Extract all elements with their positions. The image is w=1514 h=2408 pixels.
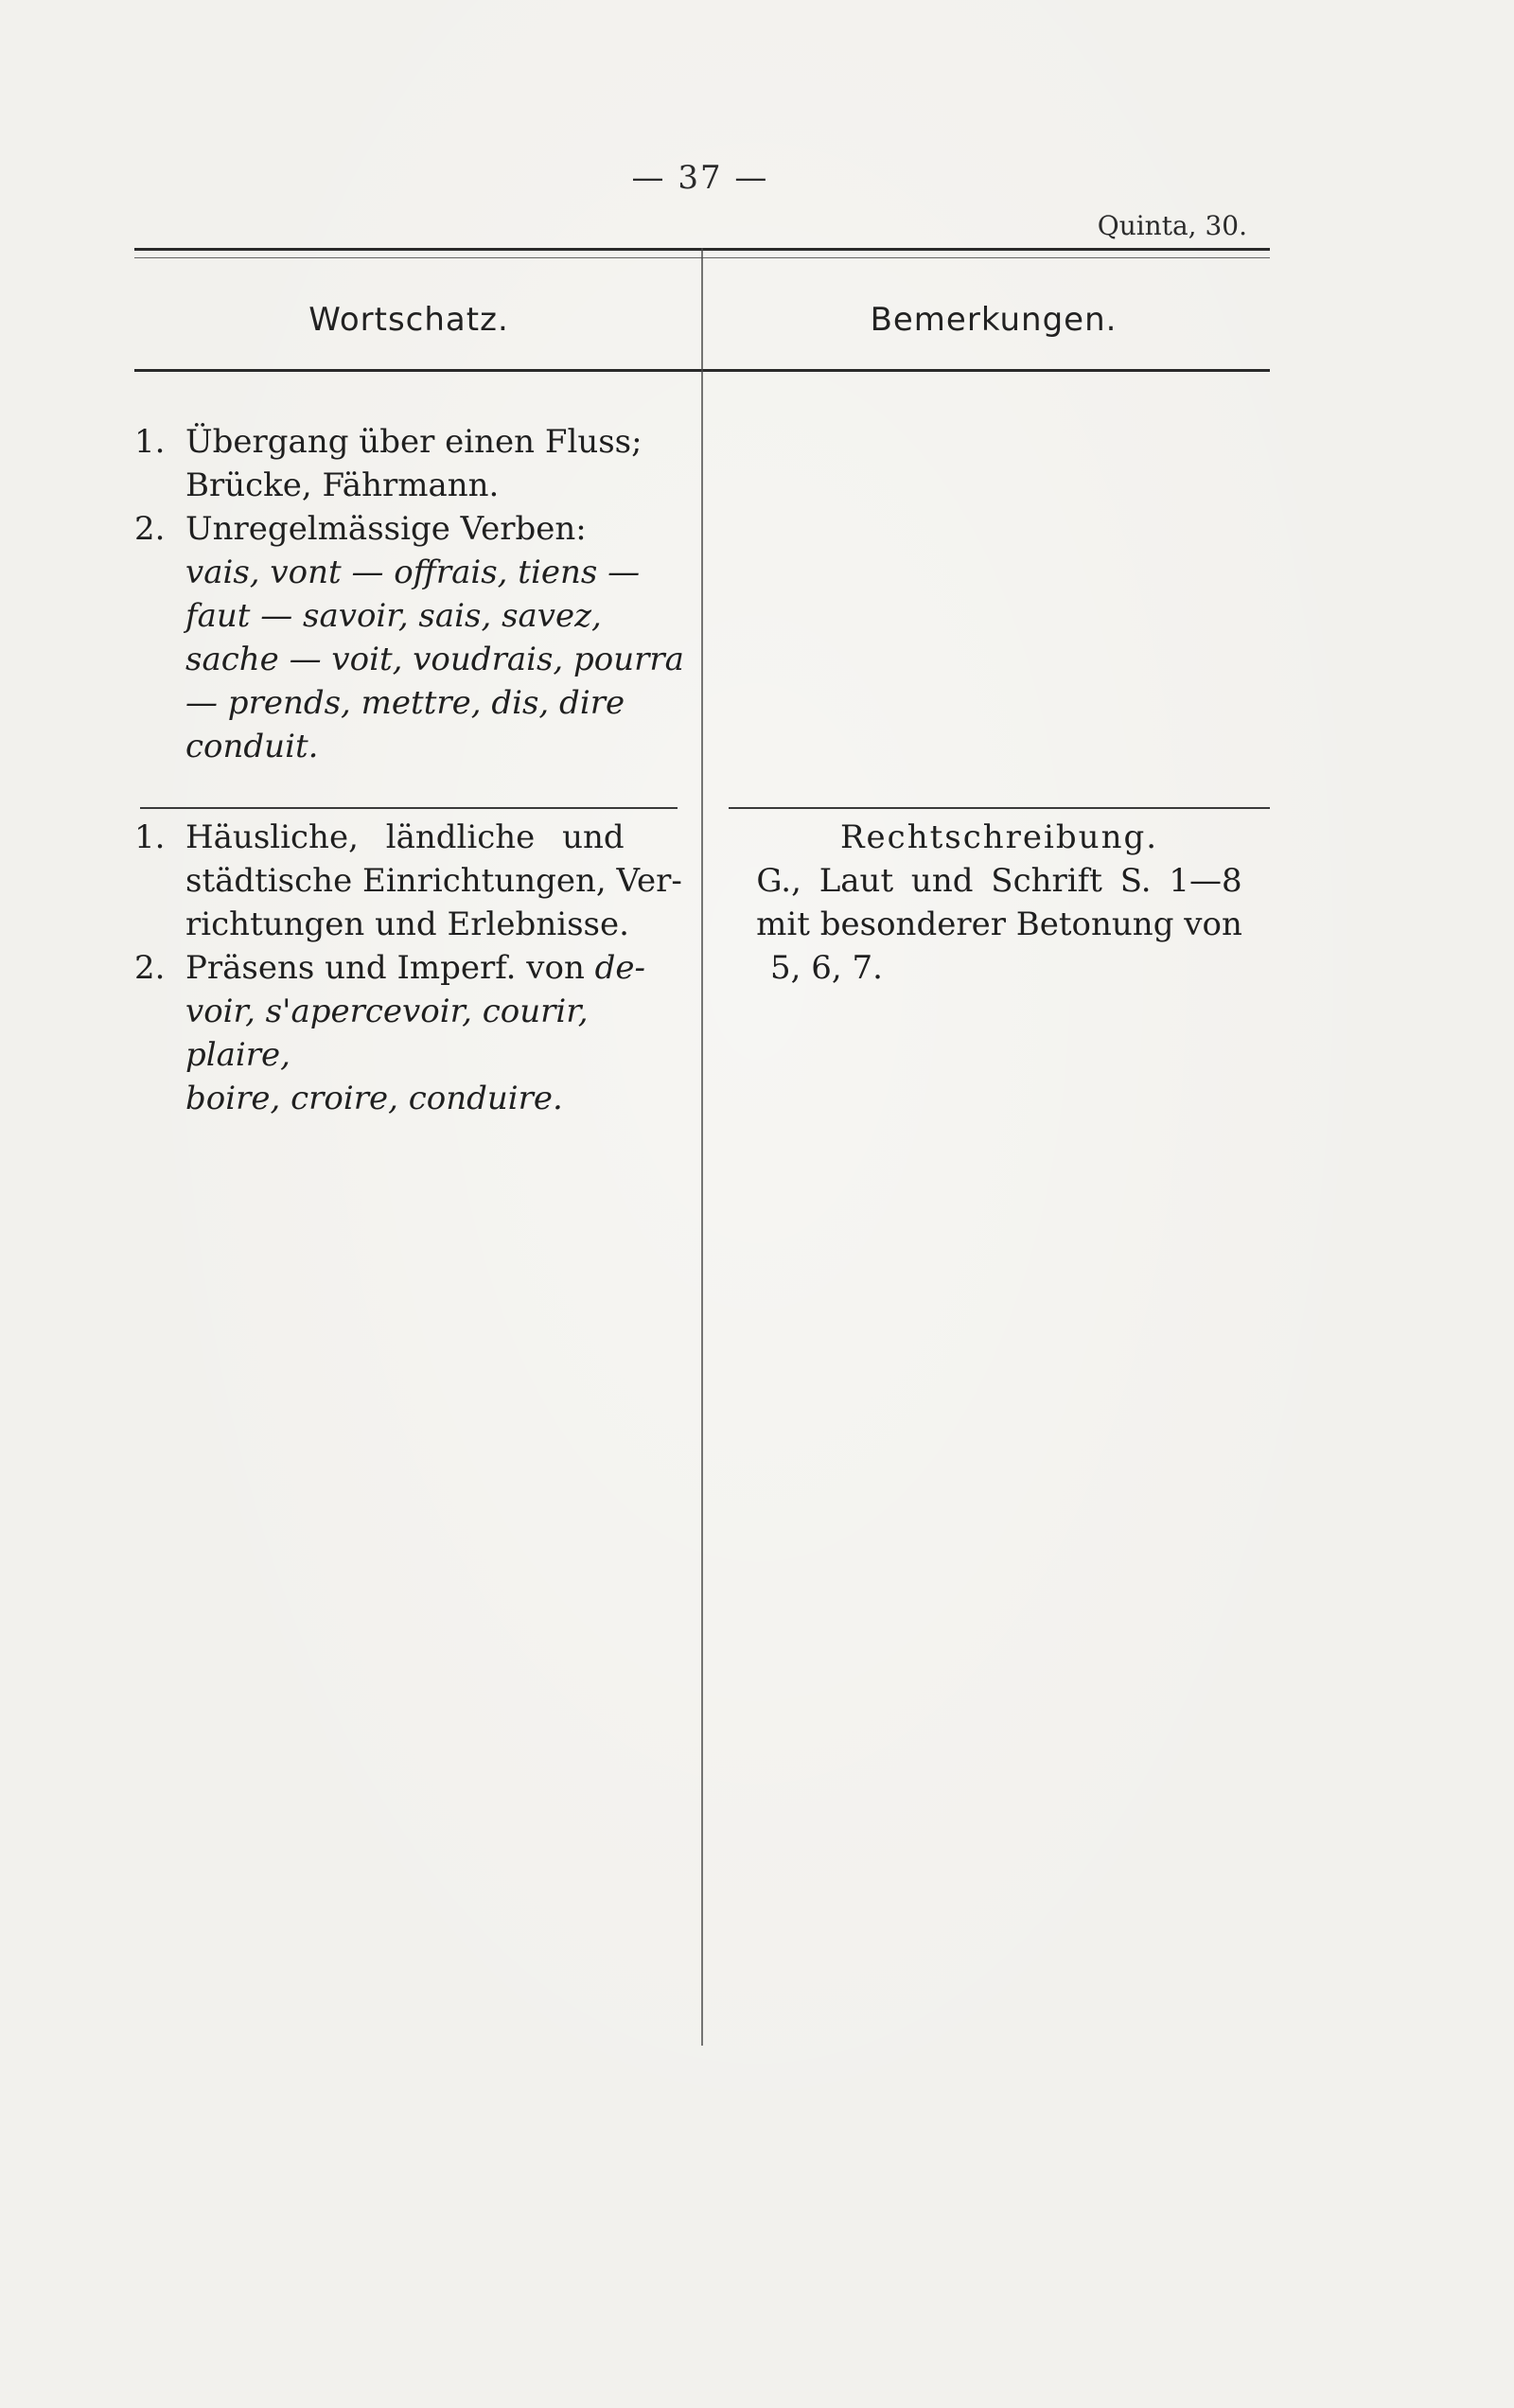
verb-forms-line: sache — voit, voudrais, pourra <box>185 641 684 678</box>
verb-forms-line: — prends, mettre, dis, dire <box>185 684 625 722</box>
item-text-italic: de- <box>594 949 646 987</box>
item-number: 2. <box>134 510 166 548</box>
verb-forms-line: faut — savoir, sais, savez, <box>185 597 602 635</box>
section1-vocabulary <box>134 420 693 768</box>
item-text: Präsens und Imperf. von <box>185 949 595 987</box>
page-number: — 37 — <box>631 159 769 197</box>
remark-text: 5, 6, 7. <box>770 949 883 987</box>
item-number: 1. <box>134 818 166 856</box>
column-divider <box>701 248 703 2046</box>
column-title-wortschatz: Wortschatz. <box>308 301 509 339</box>
verb-forms-line: voir, s'apercevoir, courir, plaire, <box>185 993 589 1074</box>
item-text: Brücke, Fährmann. <box>185 466 500 504</box>
list-item <box>134 420 693 464</box>
list-item <box>134 816 693 859</box>
item-number: 2. <box>134 949 166 987</box>
item-text: Übergang über einen Fluss; <box>185 423 643 461</box>
section-separator-right <box>729 807 1270 809</box>
verb-forms-line: vais, vont — offrais, tiens — <box>185 554 641 591</box>
verb-forms-line: boire, croire, conduire. <box>185 1080 563 1117</box>
item-text: Häusliche, ländliche und <box>185 818 625 856</box>
remark-text: G., Laut und Schrift S. 1—8 <box>756 862 1242 900</box>
section-separator-left <box>140 807 678 809</box>
verb-forms-line: conduit. <box>185 728 319 765</box>
list-item <box>134 507 693 551</box>
section2-vocabulary <box>134 816 693 1120</box>
item-text: städtische Einrichtungen, Ver- <box>185 862 682 900</box>
bleed-through-text <box>246 1362 1192 1408</box>
remark-title: Rechtschreibung. <box>839 818 1159 856</box>
item-text: richtungen und Erlebnisse. <box>185 905 629 943</box>
running-head: Quinta, 30. <box>1097 210 1247 241</box>
column-title-bemerkungen: Bemerkungen. <box>870 301 1118 339</box>
item-text: Unregelmässige Verben: <box>185 510 587 548</box>
list-item <box>134 946 693 990</box>
remark-text: mit besonderer Betonung von <box>756 905 1242 943</box>
item-number: 1. <box>134 423 166 461</box>
section2-remarks <box>725 816 1274 990</box>
